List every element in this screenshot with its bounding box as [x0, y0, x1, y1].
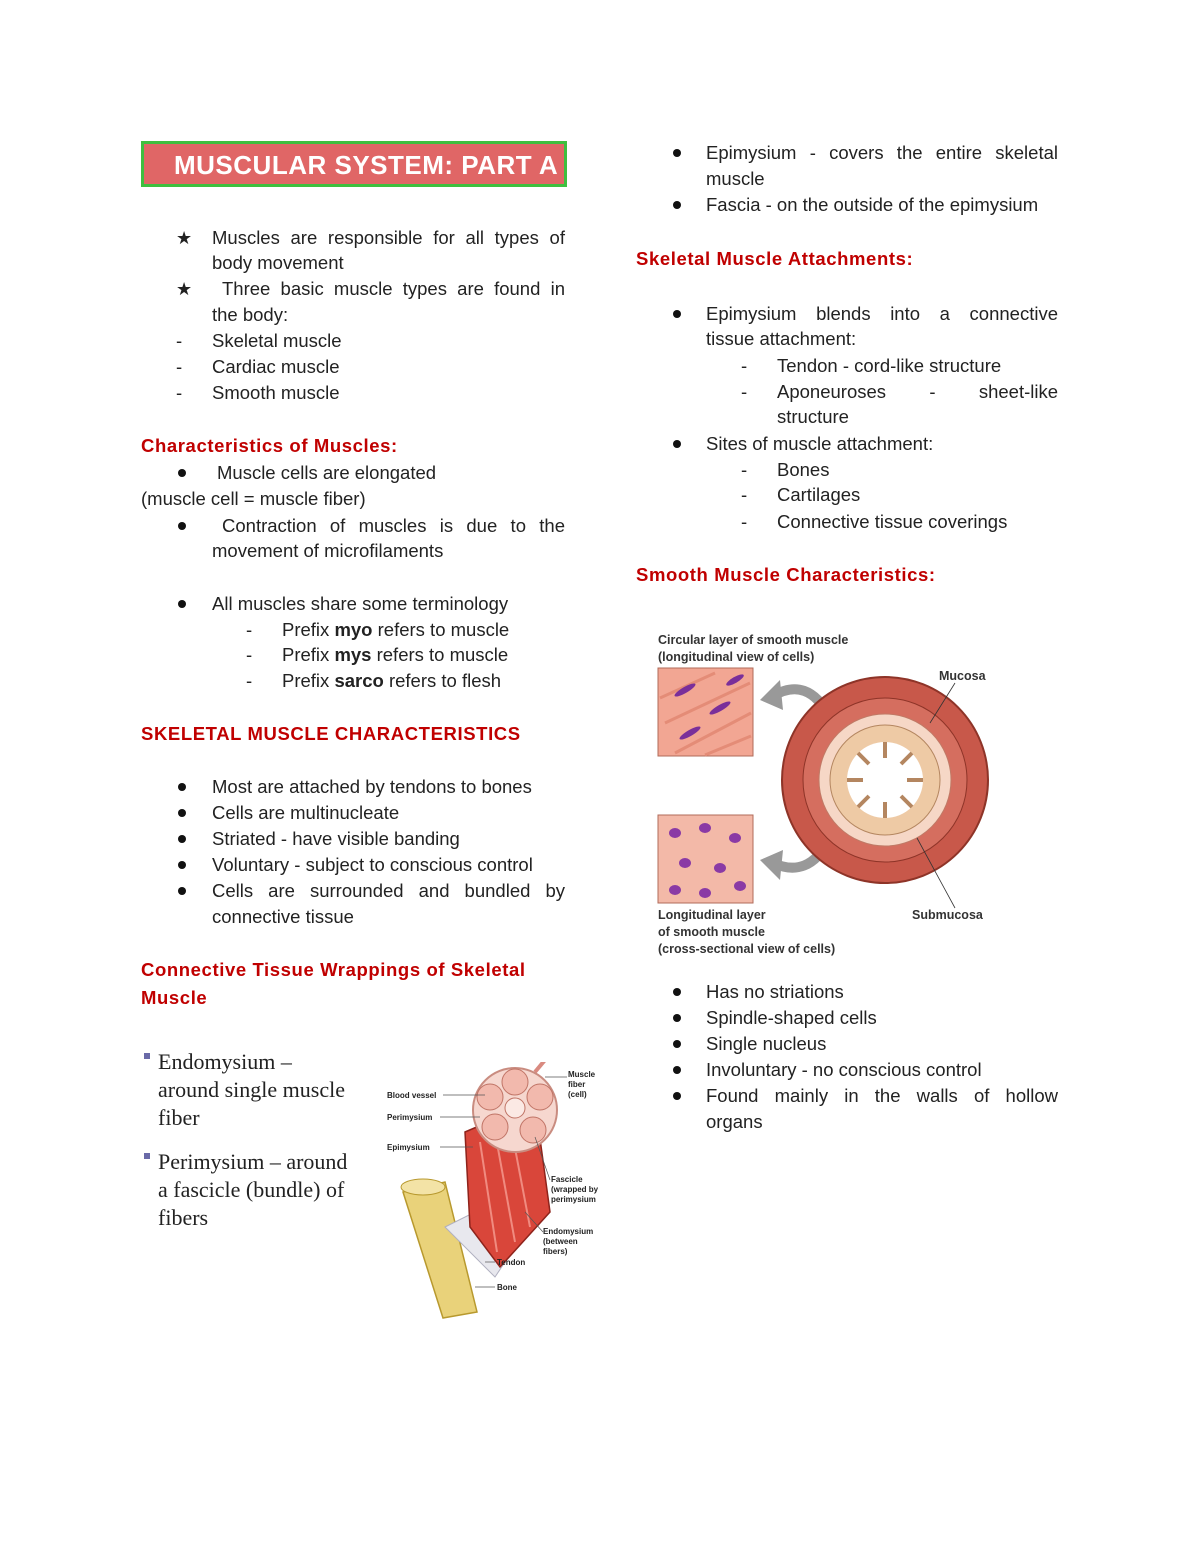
label-perimysium: Perimysium [387, 1113, 433, 1122]
bone-shape [403, 1182, 477, 1318]
intro-star2-line1: Three basic muscle types are found in [222, 278, 565, 299]
bullet-dot [178, 809, 186, 817]
longitudinal-cells-panel [658, 668, 753, 756]
skeletal-item: Voluntary - subject to conscious control [212, 854, 533, 875]
intro-star1-line2: body movement [212, 252, 344, 273]
dash-marker: - [246, 619, 253, 640]
label-bone: Bone [497, 1283, 517, 1292]
intro-star1-line1: Muscles are responsible for all types of [212, 227, 565, 248]
bullet-dot [673, 988, 681, 996]
label-circular-2: (longitudinal view of cells) [658, 650, 815, 664]
label-epimysium: Epimysium [387, 1143, 430, 1152]
label-endomysium-2: (between [543, 1237, 578, 1246]
fascia-item: Fascia - on the outside of the epimysium [706, 194, 1039, 215]
blend-line1: Epimysium blends into a connective [706, 303, 1058, 324]
site-item: Cartilages [777, 484, 861, 505]
bullet-dot [673, 1066, 681, 1074]
dash-marker: - [741, 484, 748, 505]
bone-end [401, 1179, 445, 1195]
wrappings-heading-line2: Muscle [141, 987, 208, 1008]
label-fascicle-2: (wrapped by [551, 1185, 599, 1194]
square-bullet-icon [144, 1053, 150, 1059]
dash-marker: - [246, 644, 253, 665]
label-tendon: Tendon [497, 1258, 526, 1267]
dash-marker: - [741, 511, 748, 532]
star-bullet-icon: ★ [176, 228, 193, 248]
intro-star2-line2: the body: [212, 304, 289, 325]
blend-line2: tissue attachment: [706, 328, 857, 349]
skeletal-item-last-line1: Cells are surrounded and bundled by [212, 880, 565, 901]
sites-item: Sites of muscle attachment: [706, 433, 934, 454]
bullet-dot [178, 861, 186, 869]
perimysium-line3: fibers [158, 1205, 209, 1230]
bullet-dot [673, 440, 681, 448]
label-muscle-fiber-1: Muscle [568, 1070, 596, 1079]
characteristics-item-2-line1: Contraction of muscles is due to the [222, 515, 565, 536]
bullet-dot [673, 310, 681, 318]
label-circular-1: Circular layer of smooth muscle [658, 633, 849, 647]
prefix-item-myo: Prefix myo refers to muscle [282, 619, 510, 640]
found-line2: organs [706, 1111, 763, 1132]
endomysium-line3: fiber [158, 1105, 200, 1130]
label-fascicle-1: Fascicle [551, 1175, 583, 1184]
skeletal-item: Cells are multinucleate [212, 802, 400, 823]
bullet-dot [178, 835, 186, 843]
skeletal-item-last-line2: connective tissue [212, 906, 354, 927]
label-submucosa: Submucosa [912, 908, 983, 922]
dash-marker: - [741, 459, 748, 480]
characteristics-item-3: All muscles share some terminology [212, 593, 509, 614]
bullet-dot [178, 469, 186, 477]
site-item: Bones [777, 459, 830, 480]
star-bullet-icon: ★ [176, 279, 193, 299]
endomysium-line1: Endomysium – [158, 1049, 292, 1074]
label-endomysium-1: Endomysium [543, 1227, 594, 1236]
square-bullet-icon [144, 1153, 150, 1159]
prefix-item-sarco: Prefix sarco refers to flesh [282, 670, 502, 691]
aponeuroses-line2: structure [777, 406, 849, 427]
dash-marker: - [176, 356, 183, 377]
bullet-dot [673, 149, 681, 157]
label-muscle-fiber-2: fiber [568, 1080, 586, 1089]
epimysium-line1: Epimysium - covers the entire skeletal [706, 142, 1058, 163]
found-line1: Found mainly in the walls of hollow [706, 1085, 1058, 1106]
smooth-item: Has no striations [706, 981, 844, 1002]
bullet-dot [673, 1092, 681, 1100]
title-banner [141, 141, 567, 187]
muscle-type-item: Skeletal muscle [212, 330, 342, 351]
bullet-dot [178, 887, 186, 895]
wrappings-heading-line1: Connective Tissue Wrappings of Skeletal [141, 959, 526, 980]
bullet-dot [178, 600, 186, 608]
bullet-dot [178, 783, 186, 791]
smooth-item: Single nucleus [706, 1033, 827, 1054]
label-mucosa: Mucosa [939, 669, 986, 683]
skeletal-heading: SKELETAL MUSCLE CHARACTERISTICS [141, 723, 521, 744]
perimysium-line1: Perimysium – around [158, 1149, 348, 1174]
label-longitudinal-2: of smooth muscle [658, 925, 765, 939]
dash-marker: - [176, 382, 183, 403]
label-longitudinal-3: (cross-sectional view of cells) [658, 942, 836, 956]
muscle-type-item: Cardiac muscle [212, 356, 340, 377]
aponeuroses-line1: Aponeuroses - sheet-like [777, 381, 1058, 402]
skeletal-item: Striated - have visible banding [212, 828, 460, 849]
characteristics-item-1: Muscle cells are elongated [217, 462, 437, 483]
bullet-dot [673, 1040, 681, 1048]
label-muscle-fiber-3: (cell) [568, 1090, 587, 1099]
dash-marker: - [176, 330, 183, 351]
label-longitudinal-1: Longitudinal layer [658, 908, 766, 922]
label-fascicle-3: perimysium [551, 1195, 596, 1204]
epimysium-line2: muscle [706, 168, 765, 189]
smooth-item: Involuntary - no conscious control [706, 1059, 982, 1080]
smooth-item: Spindle-shaped cells [706, 1007, 877, 1028]
characteristics-heading: Characteristics of Muscles: [141, 435, 398, 456]
endomysium-line2: around single muscle [158, 1077, 345, 1102]
characteristics-note: (muscle cell = muscle fiber) [141, 488, 366, 509]
dash-marker: - [246, 670, 253, 691]
bullet-dot [673, 1014, 681, 1022]
site-item: Connective tissue coverings [777, 511, 1008, 532]
skeletal-item: Most are attached by tendons to bones [212, 776, 532, 797]
bullet-dot [673, 201, 681, 209]
arrow-head-icon [760, 680, 783, 710]
muscle-type-item: Smooth muscle [212, 382, 340, 403]
dash-marker: - [741, 355, 748, 376]
page-title: MUSCULAR SYSTEM: PART A [174, 150, 559, 180]
label-blood-vessel: Blood vessel [387, 1091, 437, 1100]
bullet-dot [178, 522, 186, 530]
attachments-heading: Skeletal Muscle Attachments: [636, 248, 914, 269]
label-endomysium-3: fibers) [543, 1247, 568, 1256]
characteristics-item-2-line2: movement of microfilaments [212, 540, 444, 561]
muscle-structure-figure [385, 1062, 605, 1322]
arrow-head-icon [760, 850, 783, 880]
smooth-heading: Smooth Muscle Characteristics: [636, 564, 936, 585]
smooth-muscle-figure [655, 628, 1000, 963]
dash-marker: - [741, 381, 748, 402]
tendon-item: Tendon - cord-like structure [777, 355, 1002, 376]
prefix-item-mys: Prefix mys refers to muscle [282, 644, 509, 665]
perimysium-line2: a fascicle (bundle) of [158, 1177, 345, 1202]
